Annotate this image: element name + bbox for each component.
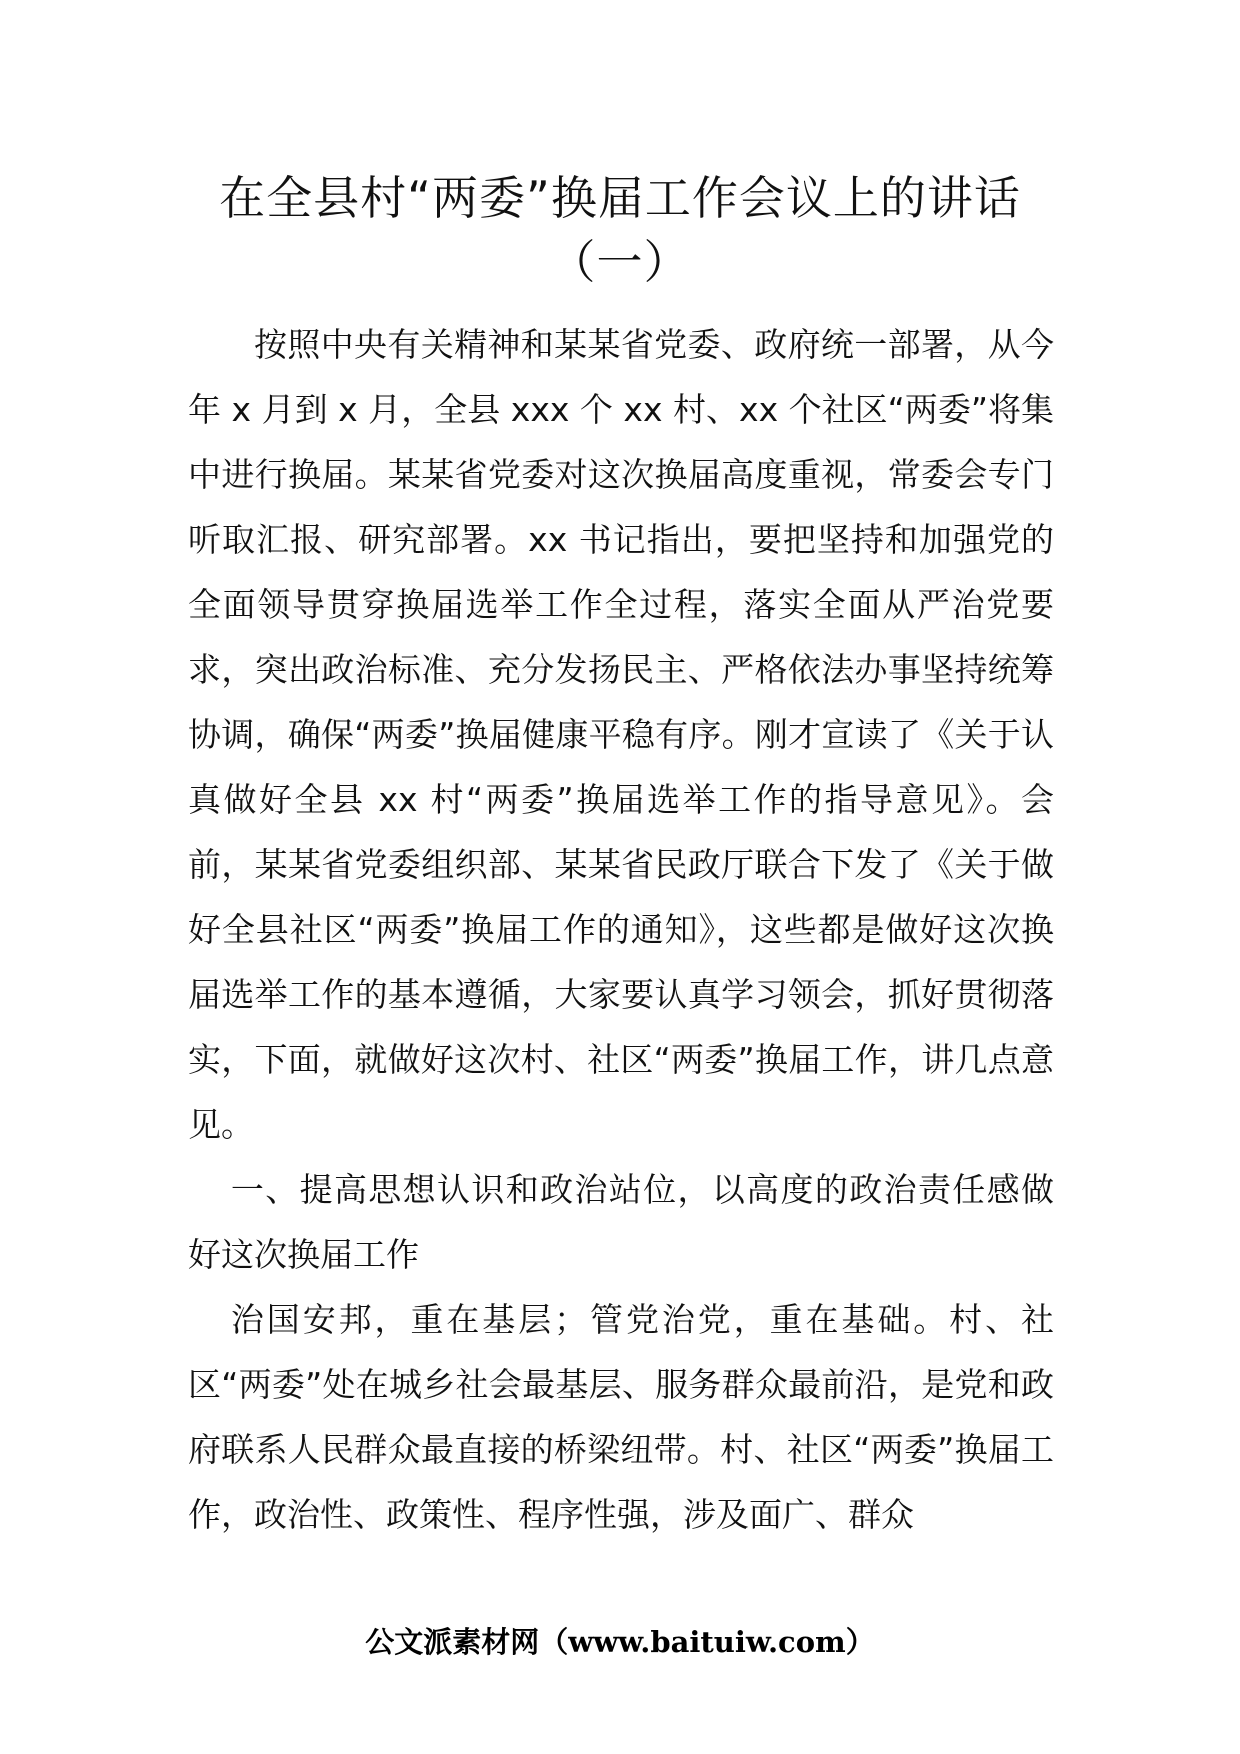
document-body bbox=[188, 312, 1054, 1547]
page-footer-watermark: 公文派素材网（www.baituiw.com） bbox=[365, 1625, 875, 1659]
document-title-number: （一） bbox=[549, 235, 691, 289]
document-title: 在全县村“两委”换届工作会议上的讲话 bbox=[219, 171, 1021, 225]
body-paragraph-section1: 治国安邦，重在基层；管党治党，重在基础。村、社区“两委”处在城乡社会最基层、服务群众最前沿，是党和政府联系人民群众最直接的桥梁纽带。村、社区“两委”换届工作，政治性、政策性、程序性强，涉及面广、群众 bbox=[188, 1300, 1054, 1534]
body-paragraph-intro: 按照中央有关精神和某某省党委、政府统一部署，从今年 x 月到 x 月，全县 xxx 个 xx 村、xx 个社区“两委”将集中进行换届。某某省党委对这次换届高度重视，常委会专门听取汇报、研究部署。xx 书记指出，要把坚持和加强党的全面领导贯穿换届选举工作全过程，落实全面从严治党要求，突出政治标准、充分发扬民主、严格依法办事坚持统筹协调，确保“两委”换届健康平稳有序。刚才宣读了《关于认真做好全县 xx 村“两委”换届选举工作的指导意见》。会前，某某省党委组织部、某某省民政厅联合下发了《关于做好全县社区“两委”换届工作的通知》，这些都是做好这次换届选举工作的基本遵循，大家要认真学习领会，抓好贯彻落实，下面，就做好这次村、社区“两委”换届工作，讲几点意见。 bbox=[188, 325, 1054, 1144]
section-heading-1: 一、提高思想认识和政治站位，以高度的政治责任感做好这次换届工作 bbox=[188, 1170, 1054, 1274]
